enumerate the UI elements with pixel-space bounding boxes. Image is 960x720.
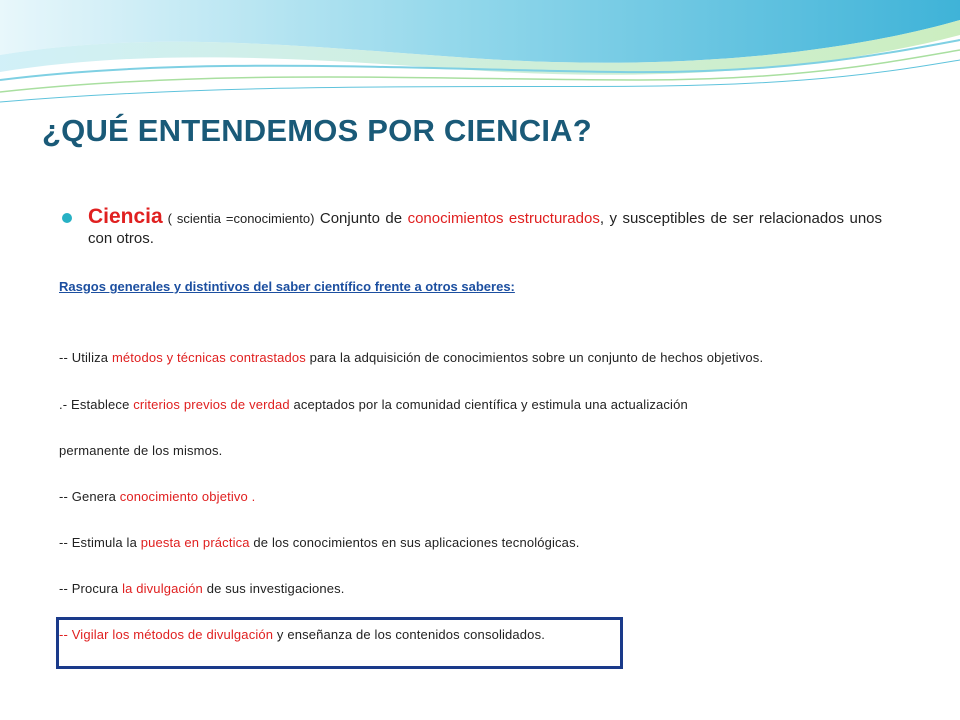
trait-line: [59, 443, 222, 458]
header-wave-decoration: [0, 0, 960, 110]
bullet-dot-icon: [62, 213, 72, 223]
trait-text: de los conocimientos en sus aplicaciones tecnológicas.: [249, 535, 580, 550]
highlight-box: [56, 617, 623, 669]
trait-highlight: puesta en práctica: [140, 535, 250, 550]
trait-text: -- Estimula la: [59, 535, 141, 550]
trait-highlight: la divulgación: [122, 581, 203, 596]
section-subtitle: Rasgos generales y distintivos del saber científico frente a otros saberes:: [59, 279, 515, 294]
trait-highlight: -- Vigilar los métodos de divulgación: [59, 627, 274, 642]
definition-term: Ciencia: [88, 205, 163, 228]
trait-text: -- Utiliza: [59, 350, 112, 365]
trait-line: [59, 535, 579, 550]
definition-bullet: [62, 207, 882, 249]
trait-line-boxed: [59, 627, 545, 642]
definition-highlight: conocimientos estructurados: [407, 210, 600, 227]
definition-text: [88, 207, 882, 249]
trait-text: permanente de los mismos.: [59, 443, 223, 458]
trait-text: para la adquisición de conocimientos sobre un conjunto de hechos objetivos.: [305, 350, 764, 365]
trait-highlight: conocimiento objetivo .: [119, 489, 256, 504]
trait-text: -- Procura: [59, 581, 123, 596]
slide-title: ¿QUÉ ENTENDEMOS POR CIENCIA?: [42, 113, 592, 148]
trait-text: aceptados por la comunidad científica y estimula una actualización: [289, 397, 688, 412]
definition-text-1: Conjunto de: [314, 210, 408, 227]
trait-line: [59, 489, 255, 504]
trait-line: [59, 350, 763, 365]
trait-text: .- Establece: [59, 397, 134, 412]
trait-line: [59, 397, 688, 412]
trait-text: de sus investigaciones.: [202, 581, 345, 596]
definition-etymology: ( scientia =conocimiento): [162, 211, 315, 226]
trait-highlight: criterios previos de verdad: [133, 397, 290, 412]
trait-line: [59, 581, 345, 596]
trait-text: y enseñanza de los contenidos consolidados.: [273, 627, 545, 642]
trait-highlight: métodos y técnicas contrastados: [111, 350, 306, 365]
trait-text: -- Genera: [59, 489, 120, 504]
definition-text-2: , y susceptibles de ser relacionados unos con otros.: [88, 210, 883, 247]
